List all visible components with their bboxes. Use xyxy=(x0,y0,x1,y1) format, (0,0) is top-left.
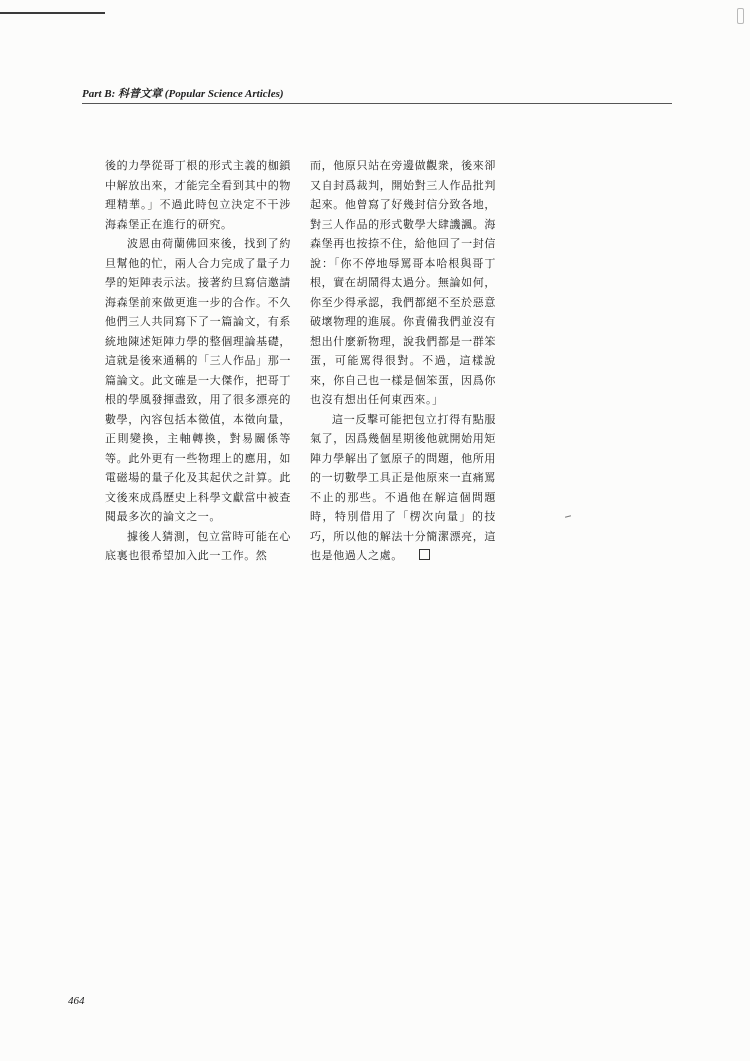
right-text-column xyxy=(310,156,496,566)
running-header: Part B: 科普文章 (Popular Science Articles) xyxy=(82,88,284,100)
left-text-column xyxy=(105,156,291,566)
left-paragraph-continuation: 後的力學從哥丁根的形式主義的枷鎖中解放出來，才能完全看到其中的物理精華。」不過此時包立決定不干涉海森堡正在進行的研究。 xyxy=(105,159,291,231)
right-paragraph-final-text: 這一反擊可能把包立打得有點服氣了，因爲幾個星期後他就開始用矩陣力學解出了氫原子的問題，他所用的一切數學工具正是他原來一直痛罵不止的那些。不過他在解這個問題時，特別借用了「楞次向量」的技巧，所以他的解法十分簡潔漂亮，這也是他過人之處。 xyxy=(310,412,496,562)
right-paragraph-final xyxy=(310,410,496,566)
scan-speck xyxy=(565,515,571,518)
left-paragraph-main: 波恩由荷蘭佛回來後，找到了約旦幫他的忙，兩人合力完成了量子力學的矩陣表示法。接著約旦寫信邀請海森堡前來做更進一步的合作。不久他們三人共同寫下了一篇論文，有系統地陳述矩陣力學的整個理論基礎，這就是後來通稱的「三人作品」那一篇論文。此文確是一大傑作，把哥丁根的學風發揮盡致，用了很多漂亮的數學，內容包括本徵值，本徵向量，正則變換，主軸轉換，對易關係等等。此外更有一些物理上的應用，如電磁場的量子化及其起伏之計算。此文後來成爲歷史上科學文獻當中被查閱最多次的論文之一。 xyxy=(105,237,291,523)
scan-edge-mark xyxy=(737,8,744,24)
header-rule xyxy=(82,103,672,104)
end-of-article-mark xyxy=(419,549,430,560)
page-number: 464 xyxy=(68,995,85,1007)
right-paragraph-continuation: 而，他原只站在旁邊做觀衆，後來卻又自封爲裁判，開始對三人作品批判起來。他曾寫了好幾封信分致各地，對三人作品的形式數學大肆譏諷。海森堡再也按捺不住，給他回了一封信說：「你不停地辱罵哥本哈根與哥丁根，實在胡鬧得太過分。無論如何，你至少得承認，我們都絕不至於惡意破壞物理的進展。你責備我們並沒有想出什麼新物理，說我們都是一群笨蛋，可能罵得很對。不過，這樣說來，你自己也一樣是個笨蛋，因爲你也沒有想出任何東西來。」 xyxy=(310,159,496,406)
left-paragraph-end: 據後人猜測，包立當時可能在心底裏也很希望加入此一工作。然 xyxy=(105,529,291,562)
top-scan-rule xyxy=(0,12,105,14)
